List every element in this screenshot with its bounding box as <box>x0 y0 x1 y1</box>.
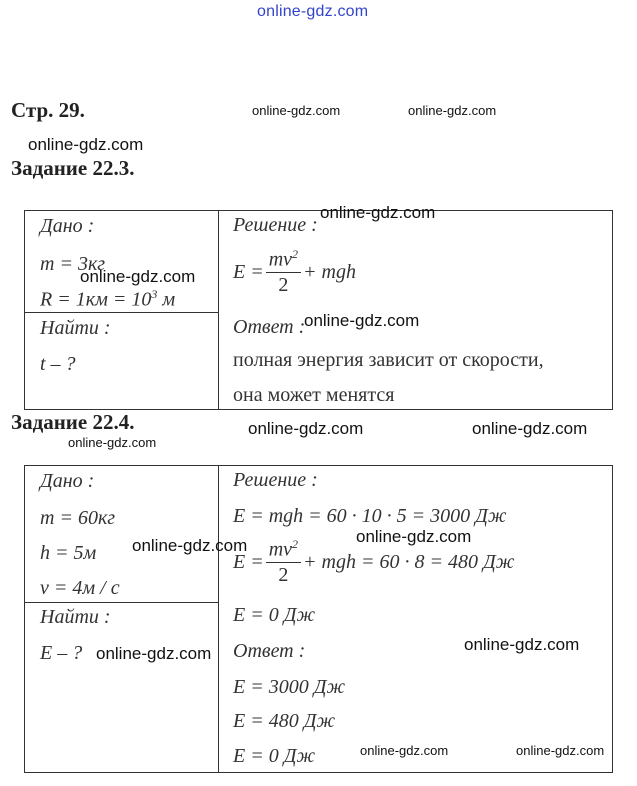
watermark: online-gdz.com <box>80 267 196 286</box>
watermark: online-gdz.com <box>132 536 248 555</box>
watermark: online-gdz.com <box>464 635 580 654</box>
given-radius: $R = 1км = 10^3$ м <box>40 287 176 311</box>
table-divider <box>24 312 218 313</box>
watermark: online-gdz.com <box>320 203 436 222</box>
task-title-22-4: Задание 22.4. <box>11 410 135 434</box>
solution-label: Решение : <box>233 214 318 236</box>
answer-2: E = 480 Дж <box>233 710 336 732</box>
given-mass: m = 60кг <box>40 507 116 529</box>
watermark: online-gdz.com <box>252 103 341 118</box>
find-label: Найти : <box>40 317 111 339</box>
watermark: online-gdz.com <box>472 419 588 438</box>
watermark: online-gdz.com <box>96 644 212 663</box>
task-title-22-3: Задание 22.3. <box>11 156 135 180</box>
answer-text-line2: она может менятся <box>233 384 395 406</box>
equation-2: E = $\frac{mv^2}{2}$ + mgh = 60 · 8 = 480 Дж <box>233 537 515 586</box>
given-height: h = 5м <box>40 542 97 564</box>
watermark: online-gdz.com <box>408 103 497 118</box>
watermark: online-gdz.com <box>360 743 449 758</box>
answer-text-line1: полная энергия зависит от скорости, <box>233 349 544 371</box>
table-divider <box>218 465 219 773</box>
answer-3: E = 0 Дж <box>233 745 316 767</box>
answer-label: Ответ : <box>233 316 306 338</box>
find-energy: E – ? <box>40 642 83 664</box>
find-t: t – ? <box>40 353 76 375</box>
given-velocity: v = 4м / с <box>40 577 120 599</box>
energy-formula: E = $\frac{mv^2}{2}$ + mgh <box>233 247 356 296</box>
answer-label: Ответ : <box>233 640 306 662</box>
equation-3: E = 0 Дж <box>233 604 316 626</box>
given-mass: m = 3кг <box>40 253 106 275</box>
watermark: online-gdz.com <box>248 419 364 438</box>
watermark: online-gdz.com <box>304 311 420 330</box>
watermark-top: online-gdz.com <box>257 3 369 20</box>
watermark: online-gdz.com <box>516 743 605 758</box>
find-label: Найти : <box>40 606 111 628</box>
answer-1: E = 3000 Дж <box>233 676 346 698</box>
table-divider <box>218 210 219 410</box>
table-divider <box>24 602 218 603</box>
page-title: Стр. 29. <box>11 98 85 122</box>
equation-1: E = mgh = 60 · 10 · 5 = 3000 Дж <box>233 505 507 527</box>
watermark: online-gdz.com <box>28 135 144 154</box>
watermark: online-gdz.com <box>68 435 157 450</box>
given-label: Дано : <box>40 470 95 492</box>
given-label: Дано : <box>40 215 95 237</box>
solution-label: Решение : <box>233 469 318 491</box>
watermark: online-gdz.com <box>356 527 472 546</box>
